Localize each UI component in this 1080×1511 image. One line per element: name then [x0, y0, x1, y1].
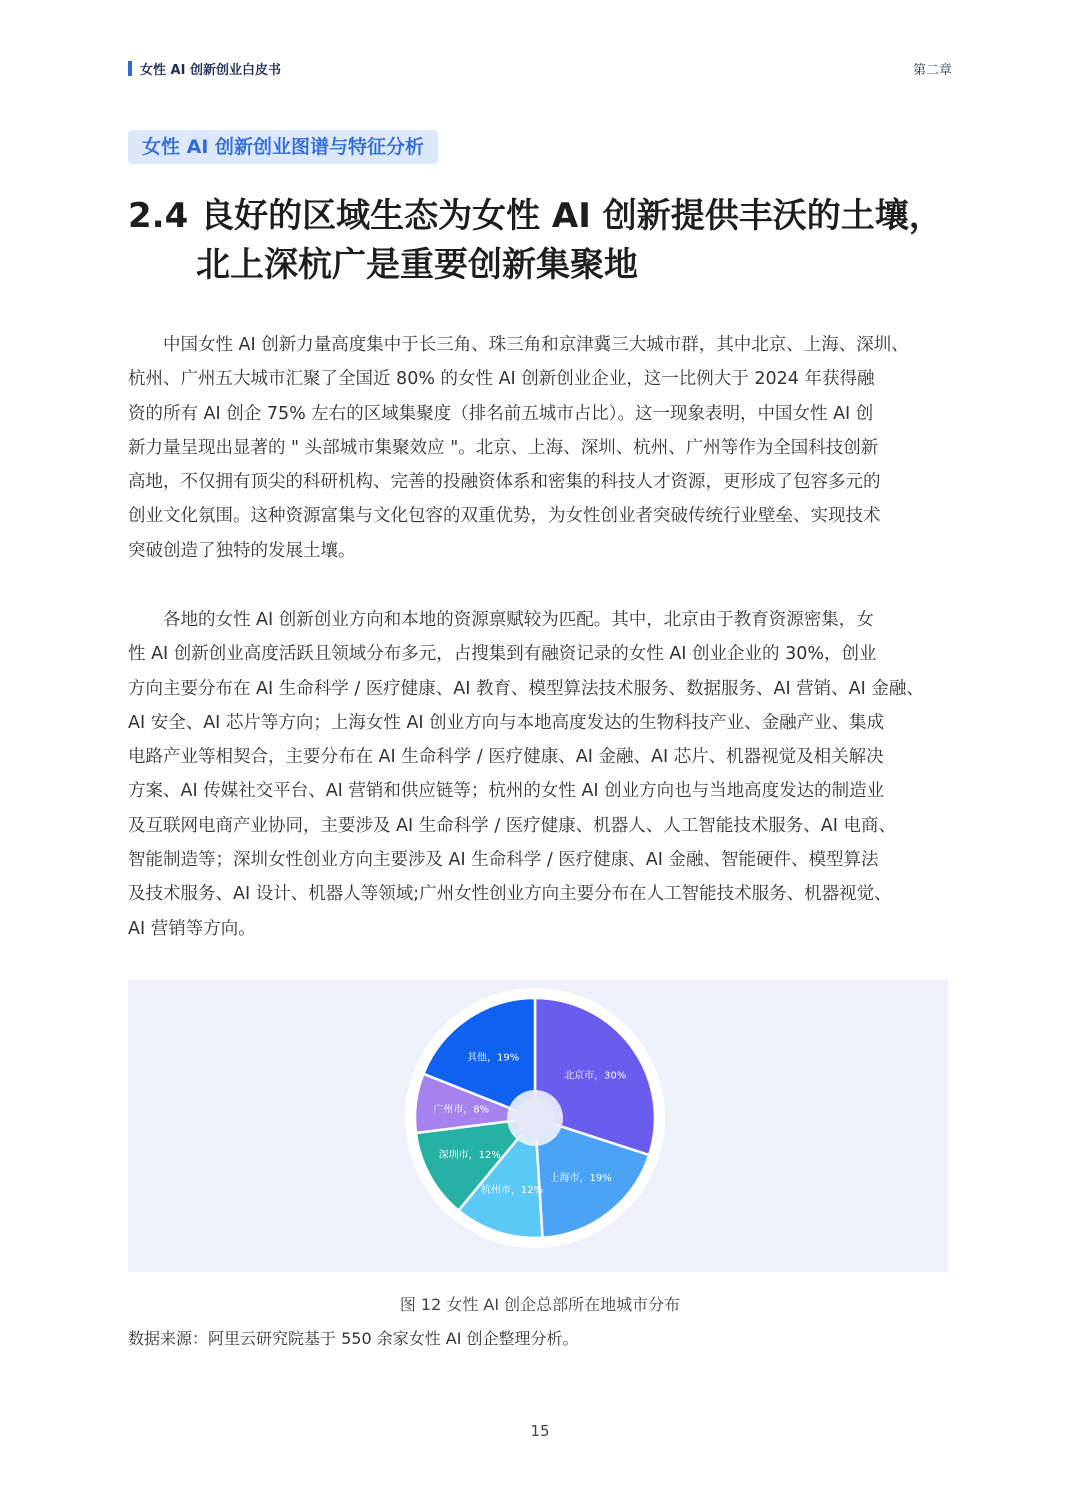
pie-slice-label: 其他，19% [467, 1052, 520, 1064]
figure-caption: 图 12 女性 AI 创企总部所在地城市分布 [399, 1295, 681, 1314]
data-source-note: 数据来源：阿里云研究院基于 550 余家女性 AI 创企整理分析。 [128, 1329, 579, 1348]
pie-slice-label: 深圳市，12% [438, 1149, 501, 1161]
paragraph-line: 突破创造了独特的发展土壤。 [128, 540, 356, 561]
paragraph-line: 性 AI 创新创业高度活跃且领域分布多元，占搜集到有融资记录的女性 AI 创业企业的 30%，创业 [128, 644, 877, 665]
book-title: 女性 AI 创新创业白皮书 [140, 63, 281, 78]
pie-chart-panel [128, 980, 948, 1272]
paragraph-line: 创业文化氛围。这种资源富集与文化包容的双重优势，为女性创业者突破传统行业壁垒、实现技术 [128, 506, 881, 527]
paragraph-line: 各地的女性 AI 创新创业方向和本地的资源禀赋较为匹配。其中，北京由于教育资源密集，女 [128, 610, 874, 630]
paragraph-line: 方向主要分布在 AI 生命科学 / 医疗健康、AI 教育、模型算法技术服务、数据服务、AI 营销、AI 金融、 [128, 678, 924, 699]
paragraph-line: 中国女性 AI 创新力量高度集中于长三角、珠三角和京津冀三大城市群，其中北京、上海、深圳、 [128, 335, 909, 355]
page-header [128, 58, 952, 80]
pie-slice-label: 广州市，8% [433, 1104, 490, 1116]
paragraph-line: 新力量呈现出显著的 " 头部城市集聚效应 "。北京、上海、深圳、杭州、广州等作为全国科技创新 [128, 437, 879, 458]
paragraph-line: 电路产业等相契合，主要分布在 AI 生命科学 / 医疗健康、AI 金融、AI 芯片、机器视觉及相关解决 [128, 747, 884, 768]
section-heading-line-1: 2.4 良好的区域生态为女性 AI 创新提供丰沃的土壤， [128, 196, 943, 236]
pie-slice-label: 杭州市，12% [480, 1184, 544, 1196]
paragraph-line: AI 安全、AI 芯片等方向；上海女性 AI 创业方向与本地高度发达的生物科技产业、金融产业、集成 [128, 712, 885, 733]
section-heading-line-2: 北上深杭广是重要创新集聚地 [196, 245, 638, 285]
page-number: 15 [530, 1422, 550, 1440]
paragraph-line: AI 营销等方向。 [128, 918, 256, 939]
pie-chart [128, 980, 948, 1272]
paragraph-line: 杭州、广州五大城市汇聚了全国近 80% 的女性 AI 创新创业企业，这一比例大于 2024 年获得融 [128, 369, 875, 390]
pie-slice-label: 上海市，19% [549, 1172, 612, 1184]
paragraph-line: 资的所有 AI 创企 75% 左右的区域集聚度（排名前五城市占比）。这一现象表明，中国女性 AI 创 [128, 403, 874, 424]
paragraph-1 [128, 328, 948, 568]
pie-center-hole [515, 1098, 555, 1138]
paragraph-line: 及互联网电商产业协同，主要涉及 AI 生命科学 / 医疗健康、机器人、人工智能技术服务、AI 电商、 [128, 815, 896, 836]
paragraph-2 [128, 603, 948, 946]
paragraph-line: 方案、AI 传媒社交平台、AI 营销和供应链等；杭州的女性 AI 创业方向也与当地高度发达的制造业 [128, 781, 885, 802]
paragraph-line: 及技术服务、AI 设计、机器人等领域;广州女性创业方向主要分布在人工智能技术服务、机器视觉、 [128, 884, 892, 905]
pie-slice-label: 北京市，30% [564, 1070, 627, 1082]
chapter-label: 第二章 [912, 63, 952, 78]
paragraph-line: 高地，不仅拥有顶尖的科研机构、完善的投融资体系和密集的科技人才资源，更形成了包容多元的 [128, 472, 881, 493]
header-accent-bar [128, 61, 132, 76]
section-tag: 女性 AI 创新创业图谱与特征分析 [128, 130, 438, 164]
paragraph-line: 智能制造等；深圳女性创业方向主要涉及 AI 生命科学 / 医疗健康、AI 金融、智能硬件、模型算法 [128, 850, 879, 871]
